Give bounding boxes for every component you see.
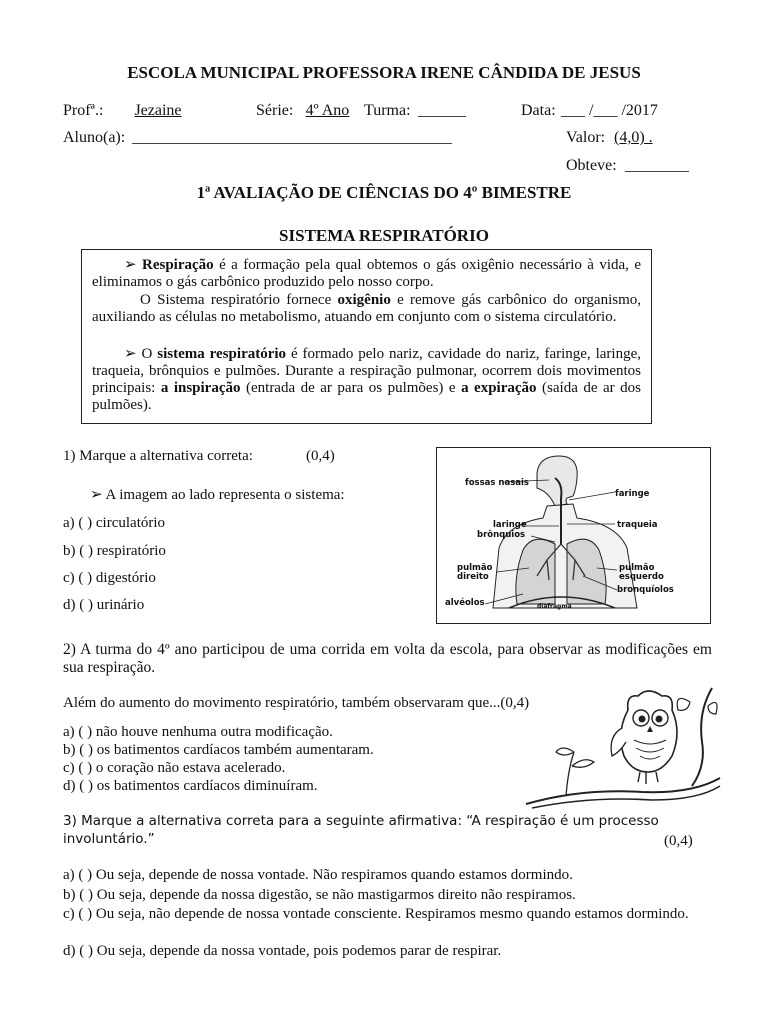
q2-option-c[interactable]: c) ( ) o coração não estava acelerado. [63, 760, 286, 776]
q3-points: (0,4) [664, 833, 693, 849]
student-blank[interactable]: ________________________________________ [132, 129, 452, 146]
label-faringe: faringe [615, 489, 650, 499]
respiratory-diagram [436, 447, 711, 624]
prof-value: Jezaine [134, 102, 182, 119]
label-pulmao-direito: pulmão direito [457, 563, 493, 582]
q3-option-d[interactable]: d) ( ) Ou seja, depende da nossa vontade, pois podemos parar de respirar. [63, 943, 502, 959]
q2-lead: Além do aumento do movimento respiratório, também observaram que...(0,4) [63, 695, 530, 711]
q2-prompt: 2) A turma do 4º ano participou de uma corrida em volta da escola, para observar as modificações em sua respiração. [63, 641, 712, 676]
intro-paragraph-1: ➢ Respiração é a formação pela qual obtemos o gás oxigênio necessário à vida, e eliminamos o gás carbônico produzido pelo nosso corpo. [92, 257, 641, 290]
valor-label: Valor: [566, 129, 606, 146]
valor-value: (4,0) . [614, 129, 653, 146]
label-bronquios: brônquios [477, 530, 526, 540]
obteve-blank[interactable]: ________ [625, 157, 689, 174]
q1-option-a[interactable]: a) ( ) circulatório [63, 515, 166, 531]
prof-label: Profª.: [63, 102, 104, 119]
q2-option-b[interactable]: b) ( ) os batimentos cardíacos também aumentaram. [63, 742, 374, 758]
date-label: Data: [521, 102, 556, 119]
owl-on-branch-icon [522, 682, 722, 810]
serie-label: Série: [256, 102, 294, 119]
q2-option-a[interactable]: a) ( ) não houve nenhuma outra modificação. [63, 724, 333, 740]
q3-option-c[interactable]: c) ( ) Ou seja, não depende de nossa vontade consciente. Respiramos mesmo quando estamos dormindo. [63, 906, 689, 922]
arrow-bullet-icon: ➢ [124, 257, 142, 273]
q1-option-c[interactable]: c) ( ) digestório [63, 570, 156, 586]
serie-value: 4º Ano [305, 102, 350, 119]
obteve-label: Obteve: [566, 157, 617, 174]
date-value[interactable]: ___ /___ /2017 [561, 102, 658, 119]
label-alveolos: alvéolos [445, 598, 485, 608]
label-laringe: laringe [493, 520, 527, 530]
turma-label: Turma: [364, 102, 411, 119]
turma-blank[interactable]: ______ [418, 102, 466, 119]
arrow-bullet-icon: ➢ [124, 346, 142, 362]
q1-option-b[interactable]: b) ( ) respiratório [63, 543, 166, 559]
q3-option-a[interactable]: a) ( ) Ou seja, depende de nossa vontade. Não respiramos quando estamos dormindo. [63, 867, 573, 883]
exam-title: 1ª AVALIAÇÃO DE CIÊNCIAS DO 4º BIMESTRE [196, 183, 572, 202]
label-fossas: fossas nasais [465, 478, 529, 488]
student-label: Aluno(a): [63, 129, 126, 146]
label-bronquiolos: bronquíolos [617, 585, 674, 595]
school-name: ESCOLA MUNICIPAL PROFESSORA IRENE CÂNDIDA DE JESUS [127, 63, 641, 82]
arrow-bullet-icon: ➢ [90, 487, 106, 503]
q3-option-b[interactable]: b) ( ) Ou seja, depende da nossa digestão, se não mastigarmos direito não respiramos. [63, 887, 576, 903]
intro-box [81, 249, 652, 424]
q3-prompt-line1: 3) Marque a alternativa correta para a seguinte afirmativa: “A respiração é um processo [63, 813, 659, 829]
exam-subject: SISTEMA RESPIRATÓRIO [279, 226, 489, 245]
q3-prompt-line2: involuntário.” [63, 831, 155, 847]
q1-sub: ➢ A imagem ao lado representa o sistema: [90, 487, 345, 503]
q2-option-d[interactable]: d) ( ) os batimentos cardíacos diminuíram. [63, 778, 318, 794]
label-pulmao-esquerdo: pulmão esquerdo [619, 563, 664, 582]
intro-paragraph-2: O Sistema respiratório fornece oxigênio e remove gás carbônico do organismo, auxiliando as células no metabolismo, atuando em conjunto com o sistema circulatório. [92, 292, 641, 325]
intro-paragraph-3: ➢ O sistema respiratório é formado pelo nariz, cavidade do nariz, faringe, laringe, traqueia, brônquios e pulmões. Durante a respiração pulmonar, ocorrem dois movimentos principais: a inspiração (entrada de ar para os pulmões) e a expiração (saída de ar dos pulmões). [92, 346, 641, 413]
label-diafragma: diafragma [537, 603, 572, 610]
q1-points: (0,4) [306, 448, 335, 464]
q1-option-d[interactable]: d) ( ) urinário [63, 597, 145, 613]
q1-prompt: 1) Marque a alternativa correta: [63, 448, 253, 464]
label-traqueia: traqueia [617, 520, 658, 530]
